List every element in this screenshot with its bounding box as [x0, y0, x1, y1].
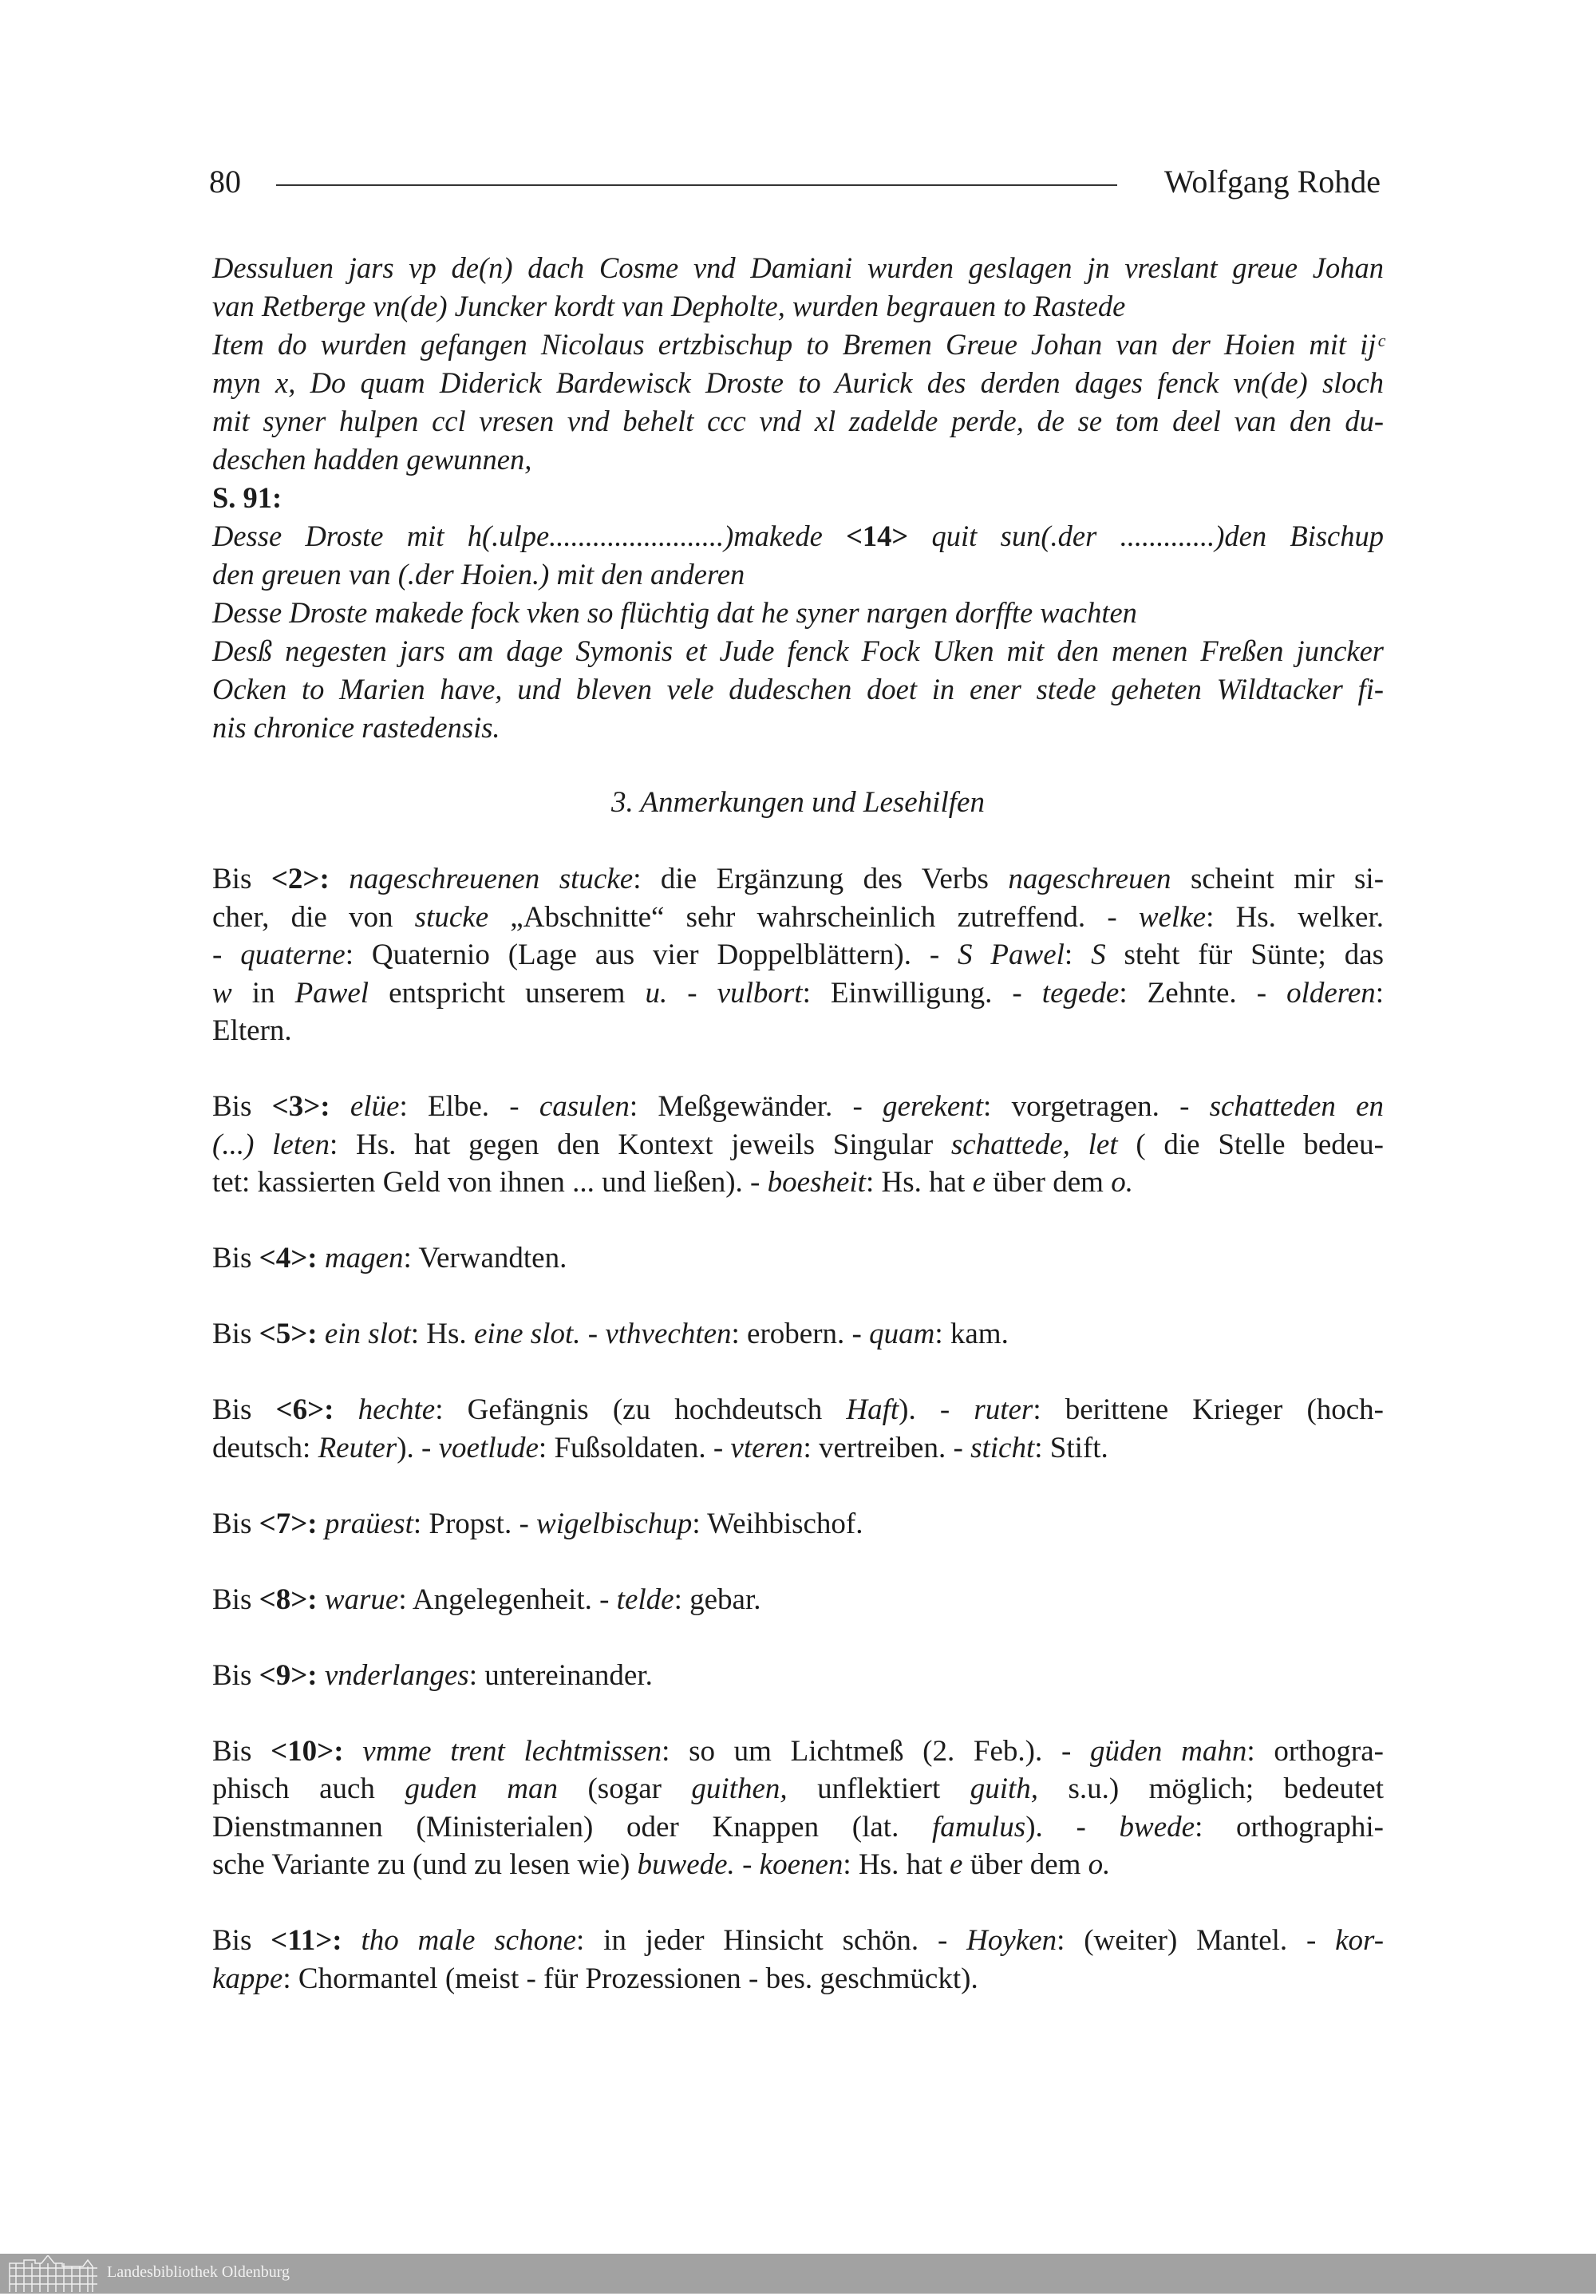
italic-text: deschen hadden gewunnen, — [212, 443, 532, 476]
text-line — [212, 632, 1384, 670]
italic-text: (...) leten — [212, 1128, 330, 1161]
text-run: - — [580, 1318, 606, 1350]
italic-text: schattede, let — [950, 1128, 1118, 1161]
text-run: : (weiter) Mantel. - — [1057, 1924, 1336, 1957]
italic-text: wigelbischup — [536, 1507, 693, 1540]
text-run: über dem — [986, 1166, 1112, 1199]
italic-text: quit sun(.der .............)den Bischup — [908, 520, 1384, 552]
italic-text: myn x, Do quam Diderick Bardewisck Droste to Aurick des derden dages fenck vn(de) sloch — [212, 366, 1384, 399]
text-run: : gebar. — [674, 1583, 761, 1616]
text-run: sche Variante zu (und zu lesen wie) — [212, 1848, 638, 1881]
note-paragraph — [212, 1581, 1384, 1619]
text-run: : Weihbischof. — [692, 1507, 863, 1540]
text-run: ). - — [1025, 1810, 1120, 1844]
text-run: - — [734, 1848, 760, 1881]
italic-text: S Pawel — [958, 939, 1065, 971]
text-run: - — [667, 976, 717, 1010]
italic-text: o. — [1088, 1848, 1111, 1881]
bold-text: <4>: — [259, 1242, 318, 1274]
italic-text: Desß negesten jars am dage Symonis et Jude fenck Fock Uken mit den menen Freßen juncker — [212, 634, 1384, 667]
text-run: entspricht unserem — [369, 976, 646, 1010]
italic-text: gerekent — [883, 1090, 984, 1123]
text-line — [212, 1505, 1384, 1543]
text-run: : Chormantel (meist - für Prozessionen - bes. geschmückt). — [282, 1962, 978, 1995]
italic-text: w — [212, 976, 232, 1010]
text-run: Bis — [212, 1658, 259, 1692]
italic-text: kor- — [1335, 1924, 1385, 1957]
text-run — [318, 1508, 325, 1540]
note-paragraph — [212, 1733, 1384, 1884]
text-line — [212, 249, 1384, 287]
italic-text: Pawel — [294, 976, 369, 1010]
italic-text: ruter — [974, 1393, 1033, 1426]
text-run: : erobern. - — [731, 1318, 870, 1350]
text-run: Bis — [212, 863, 271, 895]
text-run: : orthogra- — [1246, 1734, 1384, 1768]
note-paragraph — [212, 1505, 1384, 1543]
italic-text: mit syner hulpen ccl vresen vnd behelt ccc vnd xl zadelde perde, de se tom deel van den du- — [212, 405, 1384, 437]
text-run: Bis — [212, 1242, 259, 1274]
text-run: : Zehnte. - — [1119, 976, 1287, 1010]
bold-text: <14> — [846, 520, 909, 552]
italic-text: vulbort — [717, 976, 803, 1010]
text-line — [212, 517, 1384, 555]
text-line — [212, 1391, 1384, 1429]
text-line — [212, 441, 1384, 479]
text-run: : Gefängnis (zu hochdeutsch — [435, 1393, 847, 1426]
text-run: : Meßgewänder. - — [629, 1090, 883, 1123]
italic-text: nageschreuen — [1008, 863, 1171, 895]
text-run: steht für Sünte; das — [1105, 939, 1385, 971]
text-run: : Propst. - — [413, 1507, 537, 1540]
text-run: : — [1064, 939, 1092, 971]
text-line — [212, 936, 1384, 974]
text-line — [212, 1164, 1384, 1202]
section-heading: 3. Anmerkungen und Lesehilfen — [611, 786, 985, 819]
text-line — [212, 670, 1384, 709]
italic-text: vthvechten — [605, 1318, 732, 1350]
text-run: Bis — [212, 1924, 271, 1957]
text-run: : so um Lichtmeß (2. Feb.). - — [662, 1734, 1090, 1768]
italic-text: welke — [1138, 900, 1207, 934]
text-run: phisch auch — [212, 1772, 405, 1805]
note-paragraph — [212, 1315, 1384, 1353]
italic-text: u. — [645, 976, 668, 1010]
text-line — [212, 1239, 1384, 1278]
italic-text: stucke — [414, 900, 489, 934]
text-run: „Abschnitte“ sehr wahrscheinlich zutreffend. - — [488, 900, 1139, 934]
text-line — [212, 974, 1384, 1013]
text-run — [318, 1583, 325, 1616]
text-line — [212, 1088, 1384, 1126]
text-run: über dem — [962, 1848, 1088, 1881]
text-line — [212, 709, 1384, 747]
text-run: : die Ergänzung des Verbs — [633, 863, 1009, 895]
notes-block — [212, 860, 1384, 2036]
text-line — [212, 326, 1384, 364]
text-line — [212, 1429, 1384, 1468]
text-run: : orthographi- — [1195, 1810, 1384, 1844]
italic-text: e — [972, 1166, 986, 1199]
text-line — [212, 1126, 1384, 1164]
bold-text: <6>: — [275, 1393, 334, 1426]
text-line — [212, 1808, 1384, 1847]
bold-text: <9>: — [259, 1658, 318, 1692]
italic-text: Reuter — [318, 1431, 397, 1464]
text-line — [212, 1960, 1384, 1998]
text-run: cher, die von — [212, 900, 415, 934]
italic-text: voetlude — [438, 1431, 539, 1464]
source-paragraph — [212, 249, 1384, 326]
text-run: : Hs. hat gegen den Kontext jeweils Singular — [330, 1128, 951, 1161]
bold-text: <3>: — [271, 1090, 330, 1123]
text-run: Bis — [212, 1393, 276, 1426]
header-rule — [276, 184, 1117, 186]
text-run — [330, 863, 349, 895]
italic-text: ein slot — [324, 1318, 411, 1350]
italic-text: hechte — [358, 1393, 436, 1426]
italic-text: Haft — [846, 1393, 899, 1426]
text-run: : untereinander. — [468, 1658, 653, 1692]
source-text-block — [212, 249, 1384, 747]
italic-text: Dessuluen jars vp de(n) dach Cosme vnd Damiani wurden geslagen jn vreslant greue Johan — [212, 251, 1384, 284]
text-run: Bis — [212, 1318, 259, 1350]
bold-text: <7>: — [259, 1507, 318, 1540]
text-run: in — [231, 976, 295, 1010]
text-run: : Hs. hat — [865, 1166, 973, 1199]
text-run: : vorgetragen. - — [983, 1090, 1210, 1123]
text-run: deutsch: — [212, 1431, 318, 1464]
note-paragraph — [212, 1391, 1384, 1467]
italic-text: boesheit — [767, 1166, 866, 1199]
italic-text: quaterne — [240, 939, 346, 971]
italic-text: S — [1091, 939, 1106, 971]
text-run: : Einwilligung. - — [802, 976, 1042, 1010]
text-run: Bis — [212, 1734, 271, 1768]
text-run: : berittene Krieger (hoch- — [1033, 1393, 1385, 1426]
source-paragraph — [212, 632, 1384, 747]
note-paragraph — [212, 1657, 1384, 1695]
note-paragraph — [212, 860, 1384, 1050]
text-run: Dienstmannen (Ministerialen) oder Knappen (lat. — [212, 1810, 933, 1844]
text-line — [212, 1012, 1384, 1050]
bold-text: <10>: — [271, 1734, 344, 1768]
italic-text: elüe — [350, 1090, 400, 1123]
text-line — [212, 860, 1384, 899]
italic-text: Desse Droste mit h(.ulpe........................)makede — [212, 520, 847, 552]
italic-text: nis chronice rastedensis. — [212, 711, 500, 744]
text-run — [334, 1393, 358, 1426]
text-line — [212, 402, 1384, 441]
italic-text: vnderlanges — [324, 1658, 469, 1692]
text-run: : Fußsoldaten. - — [538, 1431, 731, 1464]
running-header-author: Wolfgang Rohde — [1163, 164, 1381, 200]
italic-text: sticht — [970, 1431, 1035, 1464]
text-run: : in jeder Hinsicht schön. - — [576, 1924, 967, 1957]
italic-text: tegede — [1041, 976, 1120, 1010]
text-line — [212, 594, 1384, 632]
footer-bar — [0, 2254, 1596, 2294]
text-run: : kam. — [934, 1318, 1009, 1350]
library-name: Landesbibliothek Oldenburg — [107, 2263, 290, 2281]
text-run: : vertreiben. - — [803, 1431, 971, 1464]
text-run: : Hs. welker. — [1206, 900, 1384, 934]
text-run: : — [1375, 976, 1385, 1010]
text-run: scheint mir si- — [1171, 863, 1385, 895]
italic-text: o. — [1111, 1166, 1133, 1199]
text-run: Bis — [212, 1090, 272, 1123]
bold-text: S. 91: — [212, 481, 282, 514]
text-run: : Stift. — [1034, 1431, 1108, 1464]
italic-text: casulen — [539, 1090, 630, 1123]
italic-text: e — [950, 1848, 963, 1881]
italic-text: praüest — [324, 1507, 413, 1540]
italic-text: vmme trent lechtmissen — [362, 1734, 662, 1768]
text-run: : Quaternio (Lage aus vier Doppelblättern). - — [345, 939, 958, 971]
italic-text: nageschreuenen stucke — [349, 863, 634, 895]
page-number: 80 — [209, 164, 241, 200]
text-run: : Elbe. - — [399, 1090, 539, 1123]
italic-text: schatteden en — [1209, 1090, 1385, 1123]
italic-text: guithen, — [691, 1772, 788, 1805]
text-line — [212, 555, 1384, 594]
source-paragraph — [212, 479, 1384, 517]
text-run — [330, 1090, 350, 1123]
bold-text: <8>: — [259, 1583, 318, 1616]
text-line — [212, 1581, 1384, 1619]
text-line — [212, 1846, 1384, 1884]
italic-text: koenen — [759, 1848, 843, 1881]
italic-text: den greuen van (.der Hoien.) mit den anderen — [212, 558, 745, 591]
text-line — [212, 479, 1384, 517]
library-building-icon — [6, 2255, 101, 2296]
italic-text: guden man — [405, 1772, 559, 1805]
text-run — [318, 1659, 325, 1692]
italic-text: buwede. — [637, 1848, 735, 1881]
italic-text: guith, — [970, 1772, 1039, 1805]
text-run: : Verwandten. — [403, 1242, 567, 1274]
text-line — [212, 287, 1384, 326]
text-run: tet: kassierten Geld von ihnen ... und ließen). - — [212, 1166, 768, 1199]
source-paragraph — [212, 326, 1384, 479]
italic-text: bwede — [1119, 1810, 1195, 1844]
italic-text: vteren — [730, 1431, 804, 1464]
text-line — [212, 899, 1384, 937]
source-paragraph — [212, 517, 1384, 594]
italic-text: quam — [869, 1318, 935, 1350]
italic-text: Hoyken — [966, 1924, 1057, 1957]
text-run: - — [212, 939, 241, 971]
bold-text: <11>: — [271, 1924, 342, 1957]
text-run: : Angelegenheit. - — [398, 1583, 617, 1616]
text-run — [342, 1924, 361, 1957]
italic-text: olderen — [1286, 976, 1376, 1010]
note-paragraph — [212, 1239, 1384, 1278]
italic-text: warue — [324, 1583, 399, 1616]
italic-text: güden mahn — [1089, 1734, 1247, 1768]
text-run: ( die Stelle bedeu- — [1117, 1128, 1384, 1161]
text-run: Bis — [212, 1507, 259, 1540]
note-paragraph — [212, 1922, 1384, 1998]
italic-text: famulus — [932, 1810, 1026, 1844]
italic-text: eine slot. — [473, 1318, 581, 1350]
italic-text: Ocken to Marien have, und bleven vele dudeschen doet in ener stede geheten Wildtacker fi- — [212, 673, 1384, 705]
italic-text: Item do wurden gefangen Nicolaus ertzbischup to Bremen Greue Johan van der Hoien mit ijᶜ — [212, 328, 1384, 361]
italic-text: tho male schone — [361, 1924, 576, 1957]
text-line — [212, 1770, 1384, 1808]
text-run — [318, 1242, 325, 1274]
note-paragraph — [212, 1088, 1384, 1202]
text-run: ). - — [899, 1393, 974, 1426]
text-run: (sogar — [558, 1772, 692, 1805]
text-line — [212, 1733, 1384, 1771]
italic-text: Desse Droste makede fock vken so flüchtig dat he syner nargen dorffte wachten — [212, 596, 1137, 629]
text-run — [318, 1318, 325, 1350]
bold-text: <2>: — [271, 863, 330, 895]
text-run: Bis — [212, 1583, 259, 1616]
text-run: : Hs. — [410, 1318, 474, 1350]
source-paragraph — [212, 594, 1384, 632]
text-line — [212, 1657, 1384, 1695]
text-line — [212, 1315, 1384, 1353]
text-run: unflektiert — [787, 1772, 970, 1805]
italic-text: kappe — [212, 1962, 283, 1995]
text-line — [212, 1922, 1384, 1960]
text-run: s.u.) möglich; bedeutet — [1038, 1772, 1385, 1805]
text-run: ). - — [397, 1431, 439, 1464]
italic-text: magen — [324, 1242, 404, 1274]
text-line — [212, 364, 1384, 402]
text-run: Eltern. — [212, 1014, 292, 1047]
bold-text: <5>: — [259, 1318, 318, 1350]
text-run — [344, 1735, 363, 1768]
text-run: : Hs. hat — [843, 1848, 950, 1881]
italic-text: telde — [616, 1583, 674, 1616]
italic-text: van Retberge vn(de) Juncker kordt van Depholte, wurden begrauen to Rastede — [212, 290, 1126, 322]
